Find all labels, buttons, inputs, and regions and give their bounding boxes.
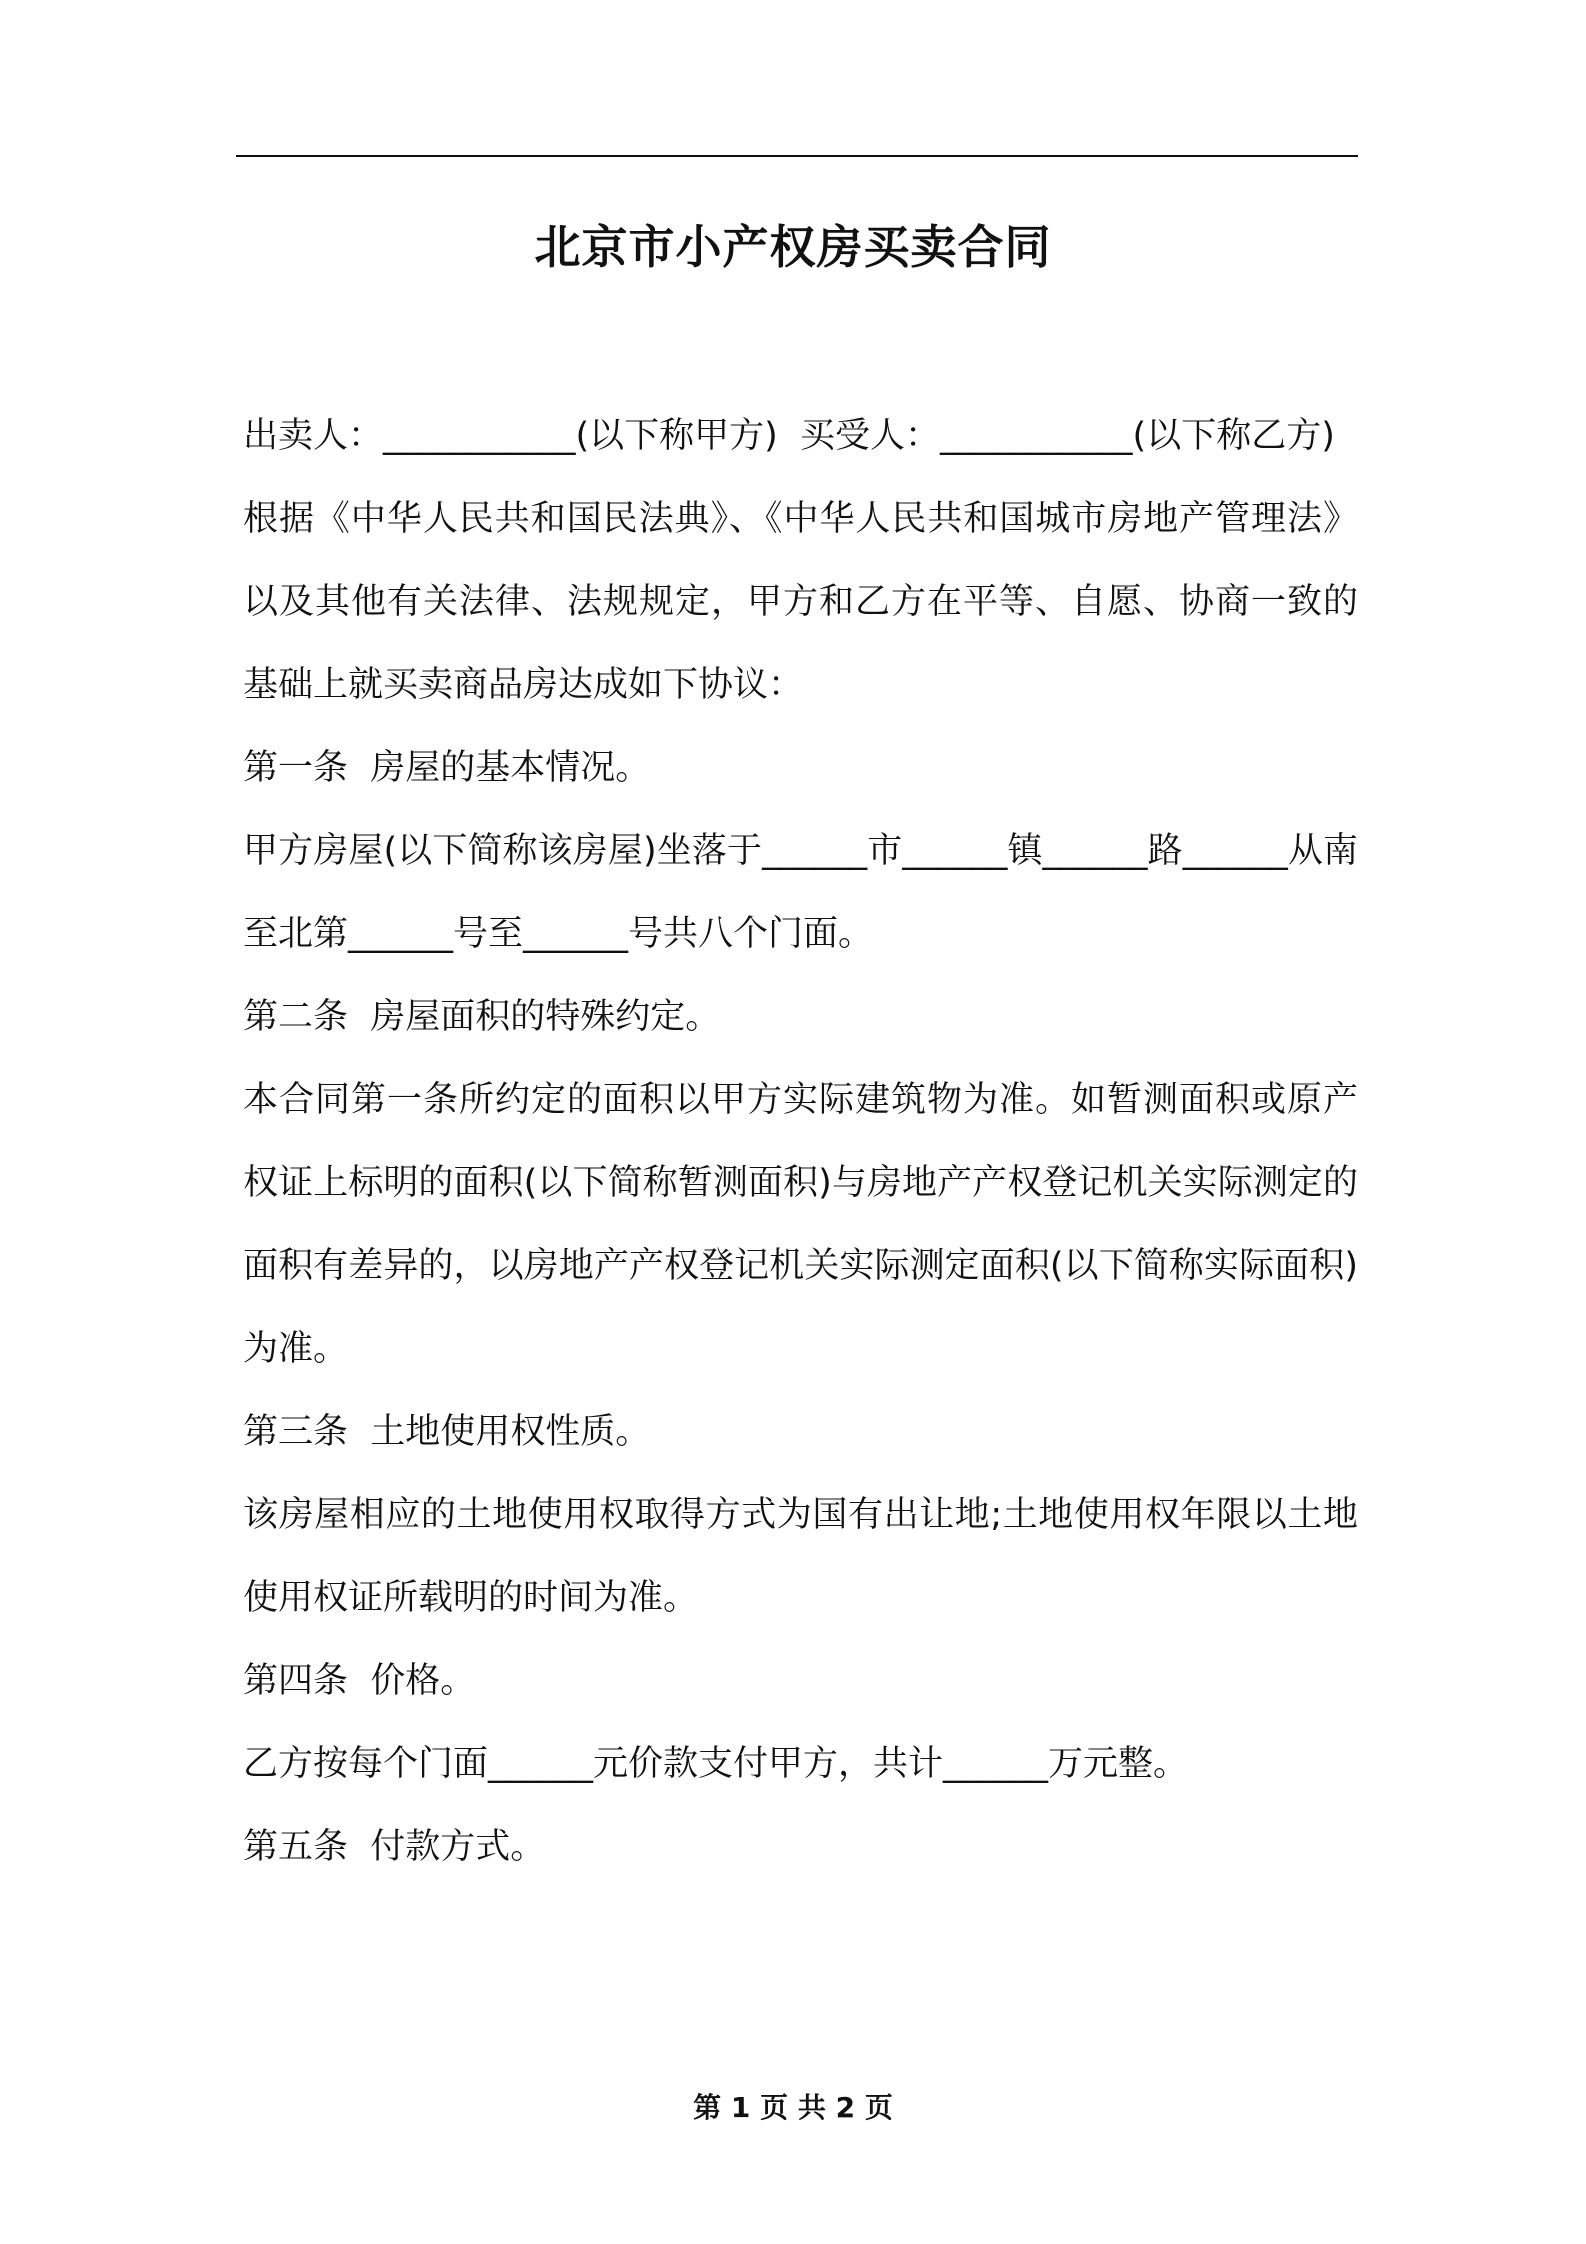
parties-paragraph: 出卖人：___________(以下称甲方) 买受人：___________(以下称乙方) xyxy=(243,416,1335,456)
page-indicator: 第 1 页 共 2 页 xyxy=(693,2091,893,2124)
article-2-heading: 第二条 房屋面积的特殊约定。 xyxy=(243,997,721,1037)
article-3-body: 该房屋相应的土地使用权取得方式为国有出让地;土地使用权年限以土地使用权证所载明的时间为准。 xyxy=(243,1495,1358,1618)
document-body xyxy=(243,395,1358,1889)
preamble-paragraph: 根据《中华人民共和国民法典》、《中华人民共和国城市房地产管理法》以及其他有关法律、法规规定，甲方和乙方在平等、自愿、协商一致的基础上就买卖商品房达成如下协议： xyxy=(243,499,1358,705)
article-3-heading: 第三条 土地使用权性质。 xyxy=(243,1412,651,1452)
article-2-body: 本合同第一条所约定的面积以甲方实际建筑物为准。如暂测面积或原产权证上标明的面积(以下简称暂测面积)与房地产产权登记机关实际测定的面积有差异的，以房地产产权登记机关实际测定面积(以下简称实际面积)为准。 xyxy=(243,1080,1358,1369)
document-title: 北京市小产权房买卖合同 xyxy=(534,220,1052,274)
article-1-heading: 第一条 房屋的基本情况。 xyxy=(243,748,651,788)
article-4-body: 乙方按每个门面______元价款支付甲方，共计______万元整。 xyxy=(243,1744,1189,1784)
header-rule xyxy=(236,155,1358,157)
article-4-heading: 第四条 价格。 xyxy=(243,1661,476,1701)
article-1-body: 甲方房屋(以下简称该房屋)坐落于______市______镇______路______从南至北第______号至______号共八个门面。 xyxy=(243,831,1358,954)
article-5-heading: 第五条 付款方式。 xyxy=(243,1827,546,1867)
